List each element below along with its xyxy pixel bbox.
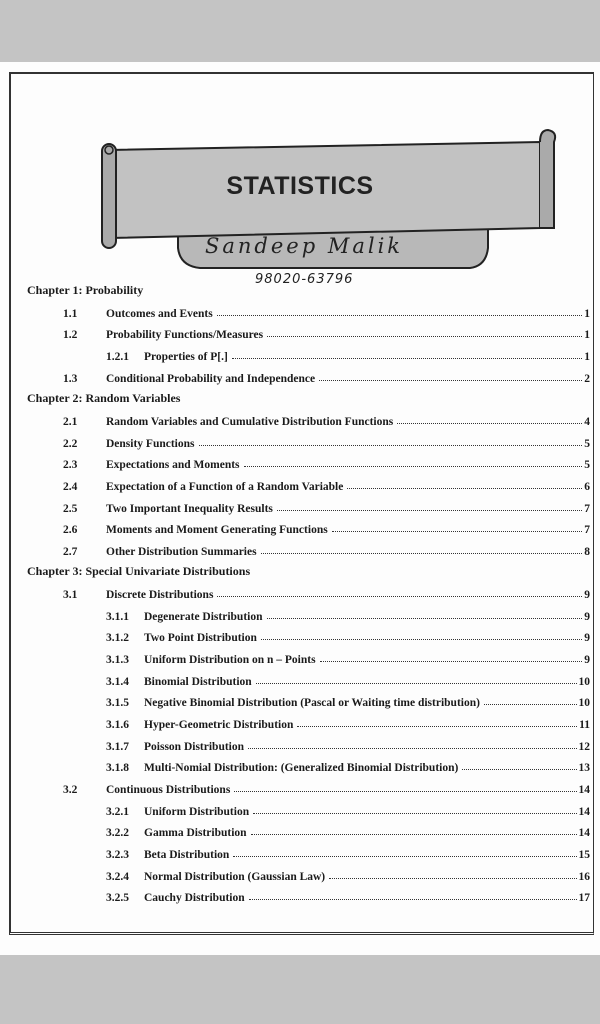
toc-entry[interactable] xyxy=(63,583,590,601)
toc-entry[interactable] xyxy=(63,540,590,558)
toc-entry[interactable] xyxy=(63,432,590,450)
section-number: 2.1 xyxy=(63,415,78,428)
section-title: Cauchy Distribution xyxy=(144,892,245,905)
section-title: Binomial Distribution xyxy=(144,675,252,688)
document-page xyxy=(0,62,600,955)
handwritten-signature: Sandeep Malik xyxy=(205,234,404,258)
toc-entry[interactable] xyxy=(106,735,590,753)
section-number: 3.1.5 xyxy=(106,697,129,710)
toc-entry[interactable] xyxy=(106,626,590,644)
dot-leader xyxy=(329,878,576,879)
toc-entry[interactable] xyxy=(106,648,590,666)
dot-leader xyxy=(267,336,582,337)
section-title: Uniform Distribution on n – Points xyxy=(144,654,316,667)
section-number: 1.2 xyxy=(63,329,78,342)
page-number: 1 xyxy=(584,350,590,363)
section-title: Normal Distribution (Gaussian Law) xyxy=(144,870,326,883)
section-number: 3.1.2 xyxy=(106,632,129,645)
section-number: 3.2.4 xyxy=(106,870,129,883)
section-number: 3.1.3 xyxy=(106,654,129,667)
section-title: Beta Distribution xyxy=(144,848,230,861)
section-number: 1.2.1 xyxy=(106,350,129,363)
toc-entry[interactable] xyxy=(106,691,590,709)
section-title: Expectation of a Function of a Random Variable xyxy=(106,480,344,493)
page-number: 17 xyxy=(578,892,590,905)
dot-leader xyxy=(277,510,582,511)
section-title: Discrete Distributions xyxy=(106,589,214,602)
page-number: 9 xyxy=(584,654,590,667)
dot-leader xyxy=(233,856,576,857)
toc-entry[interactable] xyxy=(63,367,590,385)
section-number: 2.4 xyxy=(63,480,78,493)
toc-entry[interactable] xyxy=(106,756,590,774)
page-number: 12 xyxy=(578,740,590,753)
section-number: 1.3 xyxy=(63,372,78,385)
dot-leader xyxy=(199,445,583,446)
page-number: 10 xyxy=(578,697,590,710)
section-number: 3.2 xyxy=(63,783,78,796)
section-number: 3.1.8 xyxy=(106,762,129,775)
toc-entry[interactable] xyxy=(63,475,590,493)
page-number: 16 xyxy=(578,870,590,883)
dot-leader xyxy=(320,661,582,662)
dot-leader xyxy=(249,899,577,900)
section-title: Conditional Probability and Independence xyxy=(106,372,316,385)
page-number: 6 xyxy=(584,480,590,493)
section-title: Outcomes and Events xyxy=(106,307,213,320)
dot-leader xyxy=(332,531,582,532)
dot-leader xyxy=(253,813,576,814)
toc-entry[interactable] xyxy=(106,345,590,363)
page-number: 2 xyxy=(584,372,590,385)
toc-entry[interactable] xyxy=(63,778,590,796)
section-number: 2.3 xyxy=(63,459,78,472)
toc-entry[interactable] xyxy=(106,865,590,883)
toc-entry[interactable] xyxy=(106,670,590,688)
toc-entry[interactable] xyxy=(63,302,590,320)
toc-chapter-heading[interactable]: Chapter 1: Probability xyxy=(27,283,144,297)
toc-entry[interactable] xyxy=(106,821,590,839)
page-number: 14 xyxy=(578,805,590,818)
dot-leader xyxy=(251,834,577,835)
page-number: 4 xyxy=(584,415,590,428)
dot-leader xyxy=(267,618,583,619)
section-number: 3.1 xyxy=(63,589,78,602)
toc-chapter-heading[interactable]: Chapter 2: Random Variables xyxy=(27,391,181,406)
page-number: 11 xyxy=(579,719,590,731)
section-title: Two Important Inequality Results xyxy=(106,502,273,515)
section-number: 2.7 xyxy=(63,545,78,558)
dot-leader xyxy=(319,380,582,381)
toc-entry[interactable] xyxy=(106,800,590,818)
dot-leader xyxy=(347,488,582,489)
section-title: Other Distribution Summaries xyxy=(106,545,257,558)
dot-leader xyxy=(462,769,576,770)
section-title: Multi-Nomial Distribution: (Generalized Binomial Distribution) xyxy=(144,762,459,775)
page-number: 10 xyxy=(578,675,590,688)
toc-entry[interactable] xyxy=(106,605,590,623)
page-number: 7 xyxy=(584,502,590,515)
section-title: Poisson Distribution xyxy=(144,740,245,753)
dot-leader xyxy=(217,315,582,316)
dot-leader xyxy=(248,748,576,749)
section-title: Two Point Distribution xyxy=(144,632,257,645)
page-number: 15 xyxy=(578,848,590,861)
page-number: 13 xyxy=(578,762,590,775)
dot-leader xyxy=(261,553,582,554)
section-title: Moments and Moment Generating Functions xyxy=(106,524,328,537)
toc-entry[interactable] xyxy=(63,518,590,536)
section-title: Uniform Distribution xyxy=(144,805,250,818)
section-title: Degenerate Distribution xyxy=(144,610,263,623)
page-number: 1 xyxy=(584,329,590,342)
section-number: 3.2.3 xyxy=(106,848,129,861)
section-number: 1.1 xyxy=(63,307,78,320)
dot-leader xyxy=(256,683,577,684)
dot-leader xyxy=(261,639,582,640)
page-number: 14 xyxy=(578,783,590,796)
section-title: Probability Functions/Measures xyxy=(106,329,264,342)
section-number: 3.2.1 xyxy=(106,805,129,818)
section-title: Negative Binomial Distribution (Pascal or Waiting time distribution) xyxy=(144,697,480,710)
dot-leader xyxy=(297,726,577,727)
section-title: Gamma Distribution xyxy=(144,827,247,840)
section-title: Properties of P[.] xyxy=(144,350,228,363)
page-number: 9 xyxy=(584,610,590,623)
section-number: 2.2 xyxy=(63,437,78,450)
section-number: 3.1.1 xyxy=(106,610,129,623)
section-number: 2.6 xyxy=(63,524,78,537)
page-number: 9 xyxy=(584,632,590,645)
banner-title: STATISTICS xyxy=(226,172,374,200)
section-title: Expectations and Moments xyxy=(106,459,240,472)
section-number: 3.1.4 xyxy=(106,675,129,688)
handwritten-phone: 98020-63796 xyxy=(255,272,354,287)
section-title: Density Functions xyxy=(106,437,195,450)
toc-entry[interactable] xyxy=(63,453,590,471)
dot-leader xyxy=(217,596,582,597)
toc-entry[interactable] xyxy=(106,713,590,731)
section-title: Continuous Distributions xyxy=(106,783,231,796)
section-number: 2.5 xyxy=(63,502,78,515)
page-number: 5 xyxy=(584,437,590,450)
section-number: 3.1.6 xyxy=(106,719,129,731)
toc-chapter-heading[interactable]: Chapter 3: Special Univariate Distributions xyxy=(27,564,251,579)
page-number: 8 xyxy=(584,545,590,558)
page-number: 14 xyxy=(578,827,590,840)
toc-entry[interactable] xyxy=(106,843,590,861)
toc-entry[interactable] xyxy=(63,497,590,515)
dot-leader xyxy=(397,423,582,424)
section-title: Hyper-Geometric Distribution xyxy=(144,719,294,731)
page-number: 9 xyxy=(584,589,590,602)
dot-leader xyxy=(484,704,577,705)
page-number: 7 xyxy=(584,524,590,537)
dot-leader xyxy=(232,358,582,359)
section-title: Random Variables and Cumulative Distribution Functions xyxy=(106,415,394,428)
page-number: 5 xyxy=(584,459,590,472)
dot-leader xyxy=(244,466,582,467)
section-number: 3.2.2 xyxy=(106,827,129,840)
section-number: 3.2.5 xyxy=(106,892,129,905)
toc-entry[interactable] xyxy=(63,410,590,428)
toc-entry[interactable] xyxy=(63,323,590,341)
section-number: 3.1.7 xyxy=(106,740,129,753)
dot-leader xyxy=(234,791,576,792)
page-number: 1 xyxy=(584,307,590,320)
toc-entry[interactable] xyxy=(106,886,590,904)
